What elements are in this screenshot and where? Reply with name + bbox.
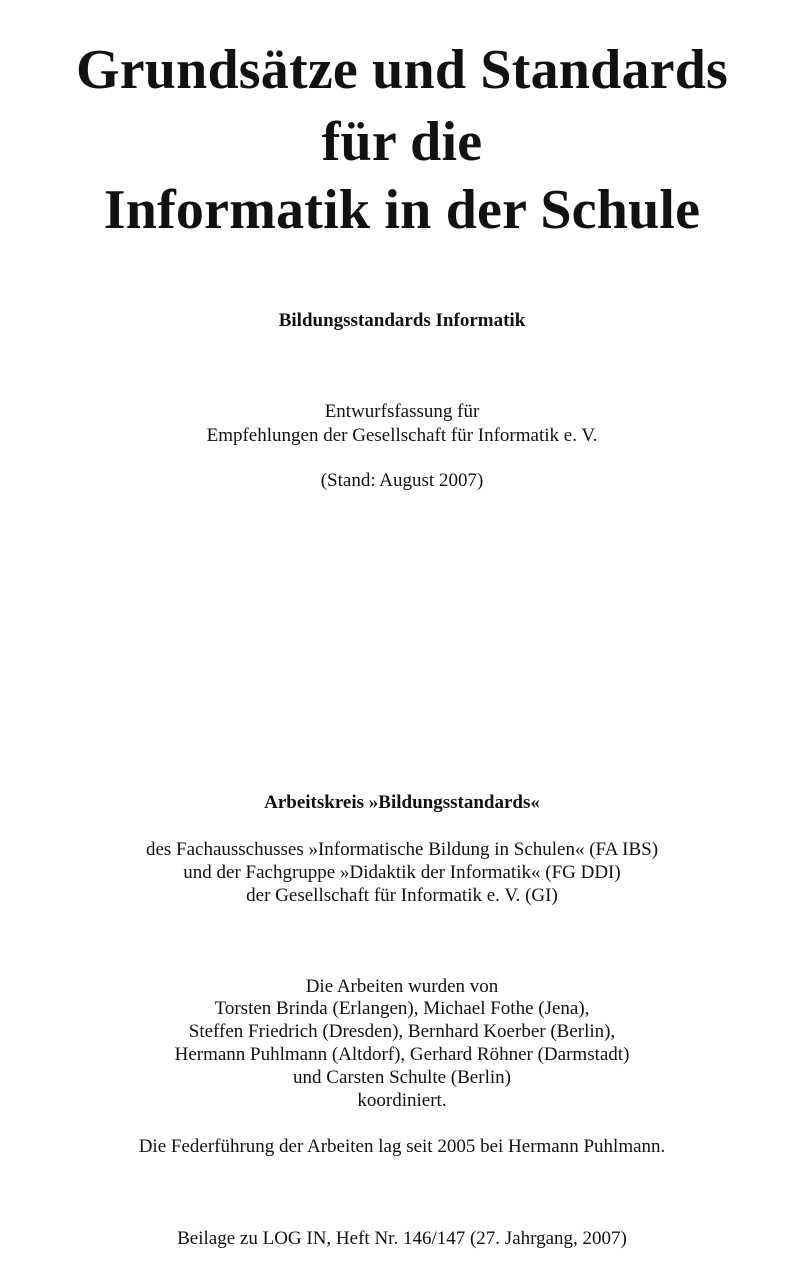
coordination-line-2: Torsten Brinda (Erlangen), Michael Fothe (Jena), xyxy=(214,998,590,1019)
draft-status: (Stand: August 2007) xyxy=(320,470,484,491)
coordination-line-4: Hermann Puhlmann (Altdorf), Gerhard Röhner (Darmstadt) xyxy=(174,1044,630,1065)
draft-line-2: Empfehlungen der Gesellschaft für Informatik e. V. xyxy=(206,425,598,446)
subtitle: Bildungsstandards Informatik xyxy=(278,310,526,331)
supplement-note: Beilage zu LOG IN, Heft Nr. 146/147 (27. Jahrgang, 2007) xyxy=(177,1228,627,1249)
coordination-line-6: koordiniert. xyxy=(357,1090,447,1111)
working-group-heading: Arbeitskreis »Bildungsstandards« xyxy=(264,792,540,813)
coordination-line-3: Steffen Friedrich (Dresden), Bernhard Koerber (Berlin), xyxy=(188,1021,616,1042)
working-group-line-1: des Fachausschusses »Informatische Bildung in Schulen« (FA IBS) xyxy=(145,839,659,860)
lead-note: Die Federführung der Arbeiten lag seit 2005 bei Hermann Puhlmann. xyxy=(138,1136,666,1157)
title-line-2: für die xyxy=(321,111,483,173)
working-group-line-2: und der Fachgruppe »Didaktik der Informatik« (FG DDI) xyxy=(183,862,621,883)
draft-line-1: Entwurfsfassung für xyxy=(324,401,480,422)
working-group-line-3: der Gesellschaft für Informatik e. V. (GI) xyxy=(246,885,558,906)
title-line-1: Grundsätze und Standards xyxy=(75,39,729,101)
title-line-3: Informatik in der Schule xyxy=(103,179,701,241)
coordination-line-5: und Carsten Schulte (Berlin) xyxy=(293,1067,511,1088)
coordination-line-1: Die Arbeiten wurden von xyxy=(305,976,499,997)
